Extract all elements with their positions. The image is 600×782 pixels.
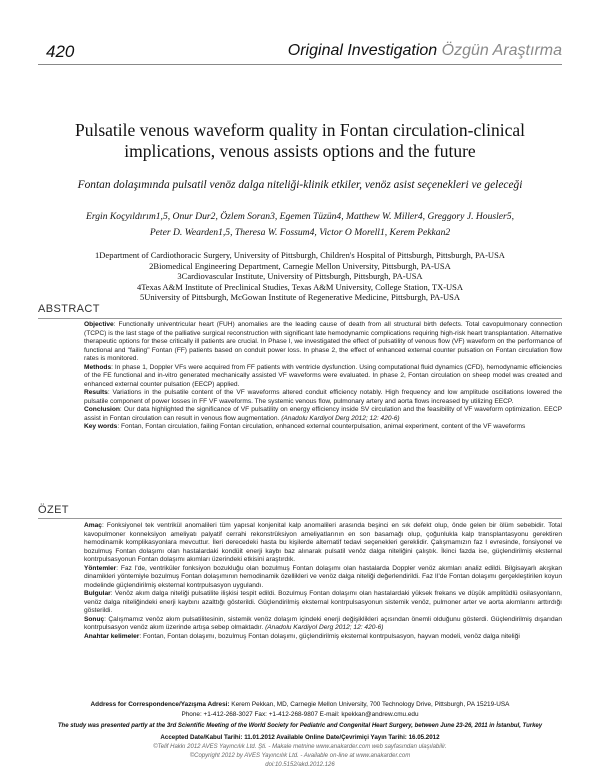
affiliation-2: 2Biomedical Engineering Department, Carnegie Mellon University, Pittsburgh, PA-USA [149,260,451,271]
abstract-body [84,321,562,432]
ozet-sonuc: Sonuç: Çalışmamız venöz akım pulsatilitesinin, sistemik venöz dolaşım içindeki enerji değişiklikleri açısından önemli olduğunu gösterdi. Güçlendirilmiş dışarıdan kontrpulsasyon venöz akım üzerinde artışa sebep olmaktadır. (Anadolu Kardiyol Derg 2012; 12: 420-6) [84,615,562,631]
ozet-heading: ÖZET [38,504,69,516]
abstract-heading: ABSTRACT [38,303,100,315]
ozet-rule [38,518,562,519]
abstract-rule [38,318,562,319]
ozet-body [84,522,562,641]
presentation-note: The study was presented partly at the 3rd Scientific Meeting of the World Society for Pediatric and Congenital Heart Surgery, between June 23-26, 2011 in İstanbul, Turkey [57,723,543,729]
affiliation-5: 5University of Pittsburgh, McGowan Institute of Regenerative Medicine, Pittsburgh, PA-USA [140,292,460,303]
copyright-tr: ©Telif Hakkı 2012 AVES Yayıncılık Ltd. Şti. - Makale metnine www.anakarder.com web sayfasından ulaşılabilir. [153,744,447,750]
header-rule [38,64,562,65]
abstract-objective: Objective: Functionally univentricular heart (FUH) anomalies are the leading cause of death from all structural birth defects. Total cavopulmonary connection (TCPC) is the last stage of the palliative surgical reconstruction with significant late hemodynamic complications requiring high-risk heart transplantation. Alternative therapeutic options for these critically ill patients are crucial. In Phase I, we investigated the effect of pulsatility of venous flow (VF) waveform on the performance of functional and "failing" Fontan (FF) patients based on conduit power loss. In phase 2, the effect of enhanced external counter pulsation on Fontan circulation flow rates is monitored. [84,321,562,362]
abstract-conclusion: Conclusion: Our data highlighted the significance of VF pulsatility on energy efficiency inside SV circulation and the feasibility of VF waveform optimization. EECP assist in Fontan circulation can result in venous flow augmentation. (Anadolu Kardiyol Derg 2012; 12: 420-6) [84,406,562,422]
section-label-tr: Özgün Araştırma [441,42,562,59]
ozet-anahtar: Anahtar kelimeler: Fontan, Fontan dolaşımı, bozulmuş Fontan dolaşımı, güçlendirilmiş eksternal kontrpulsasyon, hayvan modeli, venöz dalga niteliği [84,632,520,640]
authors-line-2: Peter D. Wearden1,5, Theresa W. Fossum4, Victor O Morell1, Kerem Pekkan2 [149,227,451,238]
affiliation-4: 4Texas A&M Institute of Preclinical Studies, Texas A&M University, College Station, TX-USA [136,281,464,292]
copyright-en: ©Copyright 2012 by AVES Yayıncılık Ltd. - Available on-line at www.anakarder.com [189,753,411,759]
page-number: 420 [46,42,75,61]
section-label [288,42,562,60]
affiliation-1: 1Department of Cardiothoracic Surgery, University of Pittsburgh, Children's Hospital of Pittsburgh, Pittsburgh, PA-USA [95,250,505,260]
abstract-keywords: Key words: Fontan, Fontan circulation, failing Fontan circulation, enhanced external counterpulsation, animal experiment, content of the VF waveforms [84,423,526,430]
title-line-2: implications, venous assists options and the future [124,141,476,161]
affiliation-3: 3Cardiovascular Institute, University of Pittsburgh, Pittsburgh, PA-USA [177,271,423,282]
title-line-1: Pulsatile venous waveform quality in Fontan circulation-clinical [74,120,526,140]
ozet-bulgular: Bulgular: Venöz akım dalga niteliği pulsatilite ilişkisi tespit edildi. Bozulmuş Fontan dolaşımı olan hastalardaki yüksek frekans ve düşük amplitüdlü osilasyonların, venöz dalga niteliğindeki enerji kaybını azalttığı gösterildi. Güçlendirilmiş eksternal kontrpulsasyonun sistemik venöz, pulmoner arter ve aorta akımlarını arttırdığı gösterildi. [84,590,562,614]
correspondence-contact: Phone: +1-412-268-3027 Fax: +1-412-268-9807 E-mail: kpekkan@andrew.cmu.edu [181,711,419,718]
dates-line: Accepted Date/Kabul Tarihi: 11.01.2012 Available Online Date/Çevrimiçi Yayın Tarihi: 16.05.2012 [160,734,440,741]
doi: doi:10.5152/akd.2012.126 [265,762,335,768]
article-subtitle-tr: Fontan dolaşımında pulsatil venöz dalga niteliği-klinik etkiler, venöz asist seçenekleri ve geleceği [77,179,523,191]
correspondence-address: Address for Correspondence/Yazışma Adresi: Kerem Pekkan, MD, Carnegie Mellon University, 700 Technology Drive, Pittsburgh, PA 15219-USA [90,701,510,708]
authors-line-1: Ergin Koçyıldırım1,5, Onur Dur2, Özlem Soran3, Egemen Tüzün4, Matthew W. Miller4, Greggory J. Housler5, [86,211,514,222]
abstract-methods: Methods: In phase 1, Doppler VFs were acquired from FF patients with ventricle dysfunction. Using computational fluid dynamics (CFD), hemodynamic efficiencies of the FE functional and in-vitro generated mechanically assisted VF waveforms were evaluated. In phase 2, Fontan circulation on sheep model was created and enhanced external counter pulsation (EECP) applied. [84,363,562,388]
affiliations [40,250,560,303]
article-title [40,120,560,162]
author-list [40,209,560,241]
section-label-en: Original Investigation [287,42,438,59]
ozet-yontemler: Yöntemler: Faz I'de, ventriküler fonksiyon bozukluğu olan bozulmuş Fontan dolaşımı olan hastalarda Doppler venöz akımları analiz edildi. Bilgisayarlı akışkan dinamikleri yöntemiyle bozulmuş Fontan dolaşımının hemodinamik özellikleri ve venöz dalga niteliği değerlendirildi. Faz II'de Fontan dolaşımı gerçekleştirilen koyun modelinde güçlendirilmiş eksternal kontrpulsasyon uygulandı. [84,564,562,589]
abstract-results: Results: Variations in the pulsatile content of the VF waveforms altered conduit efficiency notably. High frequency and low amplitude oscillations lowered the pulsatile component of power losses in FF VF waveforms. The systemic venous flow, pulmonary artery and aorta flows increased by utilizing EECP. [84,389,562,405]
ozet-amac: Amaç: Fonksiyonel tek ventrikül anomalileri tüm yapısal konjenital kalp anomalileri arasında beşinci en sık defekt olup, önde gelen bir ölüm sebebidir. Total kavopulmoner konneksiyon ameliyatı palyatif cerrahi rekonstrüksiyon ameliyatlarının en son basamağı olup, çoğunlukla kalp transplantasyonu gerektiren hemodinamik komplikasyonlara mevcuttur. İleri derecedeki hasta bu kişilerde alternatif tedavi seçenekleri gereklidir. Çalışmamızın faz I evresinde, fonsiyonel ve bozulmuş Fontan dolaşımı olan hastalardaki kondüit enerji kaybı baz alınarak pulsatil venöz dalga niteliğini çalıştık. İkinci fazda ise, güçlendirilmiş eksternal kontrpulsasyonun Fontan dolaşımı akımları üzerindeki etkisini araştırdık. [84,522,562,563]
